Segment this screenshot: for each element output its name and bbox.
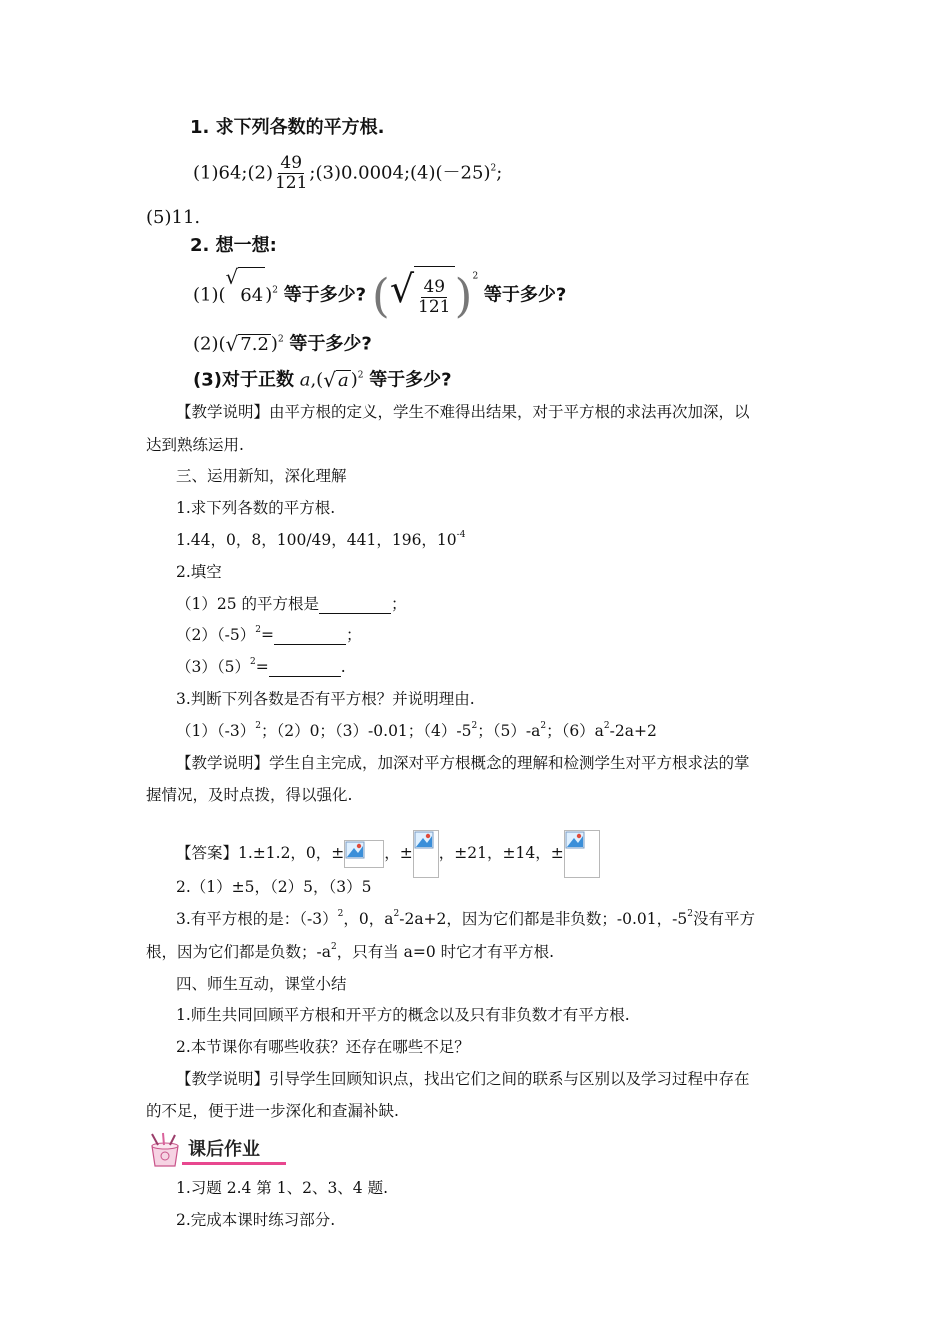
superscript: 2 (603, 721, 610, 731)
fill-blank-2-end: ； (345, 626, 362, 644)
homework-item-1: 1.习题 2.4 第 1、2、3、4 题. (176, 1179, 389, 1197)
fill-blank-2 (176, 625, 361, 645)
teaching-note-1-line-1: 【教学说明】由平方根的定义，学生不难得出结果，对于平方根的求法再次加深，以 (176, 403, 750, 421)
superscript: -4 (456, 530, 466, 540)
superscript: 2 (490, 163, 497, 174)
sqrt-64 (226, 267, 266, 324)
broken-image-icon (564, 830, 600, 878)
answer-line-4 (146, 942, 554, 962)
answer-3-c: -2a+2，因为它们都是非负数；-0.01，-5 (399, 910, 688, 928)
exercise-2-l1-question-2: 等于多少? (483, 284, 567, 306)
superscript: 2 (272, 285, 278, 296)
teaching-note-3-line-2: 的不足，便于进一步深化和查漏补缺. (146, 1102, 399, 1120)
answer-blank (274, 644, 346, 645)
broken-image-icon (344, 840, 384, 868)
answer-3-b: ，0，a (343, 910, 394, 928)
exercise-2-l3-question: 等于多少? (369, 369, 452, 391)
radicand: a (337, 370, 349, 391)
teaching-note-3-line-1: 【教学说明】引导学生回顾知识点，找出它们之间的联系与区别以及学习过程中存在 (176, 1070, 750, 1088)
fraction-49-121 (418, 278, 450, 317)
exercise-1-number: 1 (190, 117, 203, 138)
section-4-heading: 四、师生互动，课堂小结 (176, 975, 347, 993)
exercise-2-l3-a: (3)对于正数 (193, 369, 294, 391)
item-b: ；（2）0；（3）-0.01；（4）-5 (260, 722, 472, 740)
pencil-cup-icon (146, 1132, 184, 1168)
exercise-1-part2-end: ; (496, 162, 503, 184)
fill-blank-1-end: ； (391, 595, 407, 613)
answer-blank (319, 613, 391, 614)
fill-blank-3-text: （3）（5） (176, 658, 250, 676)
exercise-2-text: . 想一想: (202, 235, 277, 256)
superscript: 2 (255, 625, 261, 635)
fraction-denominator: 121 (274, 173, 308, 193)
homework-banner (146, 1132, 290, 1168)
superscript: 2 (471, 721, 478, 731)
exercise-2-l3-c: ) (350, 369, 358, 391)
section-3-exercise-3-items (176, 721, 657, 741)
exercise-1-part2: ;(3)0.0004;(4)(－25) (309, 162, 491, 184)
superscript: 2 (393, 909, 400, 919)
exercise-2-l2-a: (2)( (193, 333, 226, 355)
exercise-1-part3: (5)11. (146, 207, 201, 228)
exercise-2-line-3 (193, 370, 452, 391)
fill-blank-1-text: （1）25 的平方根是 (176, 595, 320, 613)
broken-image-icon (413, 830, 439, 878)
exercise-1-title (190, 118, 384, 138)
exercise-2-line-2 (193, 334, 372, 355)
fill-blank-3 (176, 657, 346, 677)
teaching-note-1-line-2: 达到熟练运用. (146, 436, 244, 454)
fill-blank-1 (176, 594, 407, 614)
section-4-item-1: 1.师生共同回顾平方根和开平方的概念以及只有非负数才有平方根. (176, 1006, 630, 1024)
variable-a: a (299, 369, 311, 391)
answer-4-a: 根，因为它们都是负数；-a (146, 943, 331, 961)
homework-banner-title: 课后作业 (188, 1139, 260, 1160)
superscript: 2 (687, 909, 693, 919)
teaching-note-2-line-1: 【教学说明】学生自主完成，加深对平方根概念的理解和检测学生对平方根求法的掌 (176, 754, 750, 772)
answer-1-c: ，±21，±14，± (438, 844, 564, 862)
sqrt-fraction (390, 266, 455, 325)
equals-sign: = (260, 626, 274, 644)
superscript: 2 (255, 721, 261, 731)
section-3-exercise-3: 3.判断下列各数是否有平方根？并说明理由. (176, 690, 475, 708)
number-list: 1.44，0，8，100/49，441，196，10 (176, 531, 457, 549)
exercise-2-l1-question: 等于多少? (283, 284, 367, 306)
fraction-49-121 (275, 154, 307, 193)
superscript: 2 (330, 942, 337, 952)
exercise-2-l2-question: 等于多少? (289, 333, 372, 355)
item-e: -2a+2 (609, 722, 657, 740)
superscript: 2 (337, 909, 344, 919)
exercise-2-l1-b: ) (265, 284, 273, 306)
item-a: （1）（-3） (176, 722, 256, 740)
answer-1-b: ，± (384, 844, 413, 862)
superscript: 2 (249, 657, 256, 667)
section-3-exercise-2: 2.填空 (176, 563, 222, 581)
exercise-1-part1: (1)64;(2) (193, 162, 273, 184)
superscript: 2 (472, 271, 479, 282)
section-3-exercise-1-list (176, 530, 465, 550)
section-4-item-2: 2.本节课你有哪些收获？还存在哪些不足？ (176, 1038, 470, 1056)
homework-banner-label-box (182, 1138, 286, 1165)
radicand: 7.2 (240, 334, 269, 355)
answer-line-1 (176, 830, 600, 878)
exercise-2-l3-b: ,( (310, 369, 324, 391)
equals-sign: = (255, 658, 269, 676)
homework-item-2: 2.完成本课时练习部分. (176, 1211, 336, 1229)
exercise-1-text: . 求下列各数的平方根. (202, 117, 385, 138)
radical-icon: √ (323, 368, 336, 392)
sqrt-7-2 (226, 334, 271, 355)
fill-blank-3-end: . (340, 658, 346, 676)
radicand: 64 (238, 267, 265, 324)
fraction-numerator: 49 (423, 276, 446, 297)
item-c: ；（5）-a (477, 722, 541, 740)
superscript: 2 (540, 721, 547, 731)
superscript: 2 (277, 334, 284, 345)
exercise-2-number: 2 (190, 235, 203, 256)
radical-icon: √ (225, 265, 239, 289)
superscript: 2 (357, 370, 364, 381)
sqrt-a (323, 370, 350, 391)
fill-blank-2-text: （2）（-5） (176, 626, 256, 644)
answer-4-b: ，只有当 a=0 时它才有平方根. (336, 943, 555, 961)
section-3-heading: 三、运用新知，深化理解 (176, 467, 347, 485)
answer-1-a: 【答案】1.±1.2，0，± (176, 844, 345, 862)
answer-line-3 (176, 909, 755, 929)
right-paren-icon: ) (454, 268, 473, 323)
answer-blank (269, 676, 341, 677)
answer-3-d: 没有平方 (693, 910, 756, 928)
exercise-2-l1-a: (1)( (193, 284, 226, 306)
fraction-denominator: 121 (418, 296, 451, 317)
fraction-numerator: 49 (280, 153, 303, 173)
left-paren-icon: ( (371, 268, 390, 323)
answer-line-2: 2.（1）±5，（2）5，（3）5 (176, 878, 372, 896)
teaching-note-2-line-2: 握情况，及时点拨，得以强化. (146, 786, 353, 804)
radical-icon: √ (389, 267, 415, 311)
exercise-1-items (193, 154, 502, 193)
exercise-2-line-1 (193, 266, 566, 325)
section-3-exercise-1: 1.求下列各数的平方根. (176, 499, 336, 517)
exercise-2-l2-b: ) (270, 333, 278, 355)
radical-icon: √ (225, 332, 239, 356)
answer-3-a: 3.有平方根的是：（-3） (176, 910, 338, 928)
item-d: ；（6）a (546, 722, 604, 740)
exercise-2-title (190, 236, 277, 256)
